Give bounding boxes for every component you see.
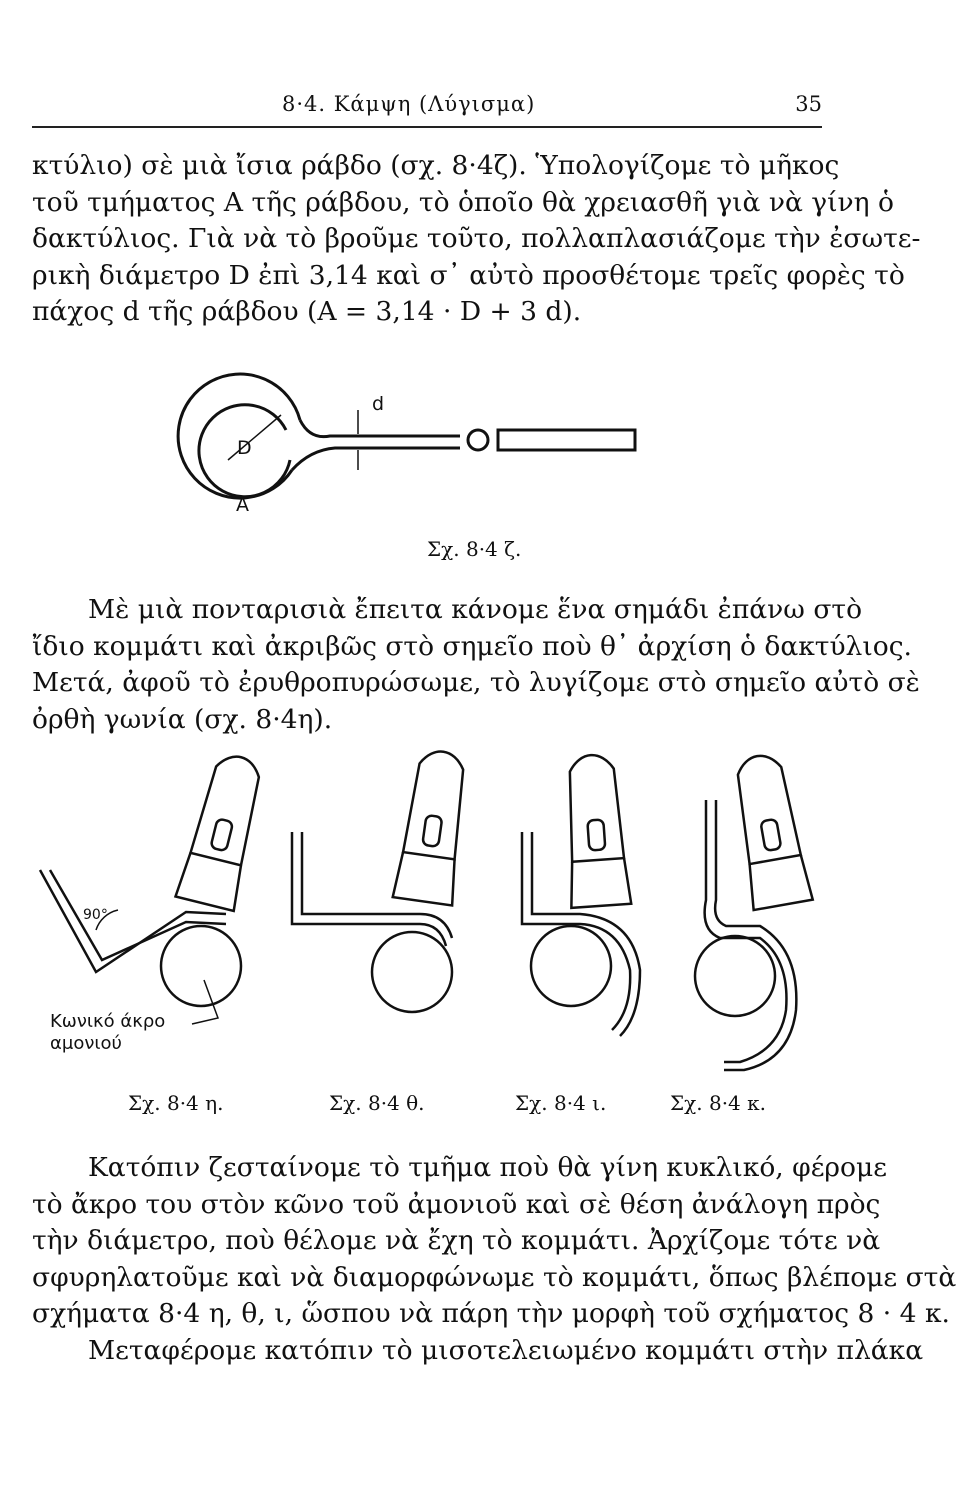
anvil-label-line1: Κωνικό άκρο: [50, 1011, 166, 1032]
text-line: τὴν διάμετρο, ποὺ θέλομε νὰ ἔχη τὸ κομμάτι. Ἀρχίζομε τότε νὰ: [32, 1225, 881, 1256]
text-line: ὀρθὴ γωνία (σχ. 8·4η).: [32, 703, 333, 735]
text-line: ρικὴ διάμετρο D ἐπὶ 3,14 καὶ σ᾽ αὐτὸ προσθέτομε τρεῖς φορὲς τὸ: [32, 259, 905, 291]
caption-eta: Σχ. 8·4 η.: [128, 1091, 224, 1115]
text-line: κτύλιο) σὲ μιὰ ἴσια ράβδο (σχ. 8·4ζ). Ὑπολογίζομε τὸ μῆκος: [32, 150, 840, 181]
text-line: σφυρηλατοῦμε καὶ νὰ διαμορφώνωμε τὸ κομμάτι, ὅπως βλέπομε στὰ: [32, 1261, 956, 1293]
label-D: D: [237, 437, 252, 459]
text-line: τὸ ἄκρο του στὸν κῶνο τοῦ ἀμονιοῦ καὶ σὲ θέση ἀνάλογη πρὸς: [32, 1188, 881, 1220]
text-line: Μετά, ἀφοῦ τὸ ἐρυθροπυρώσωμε, τὸ λυγίζομε στὸ σημεῖο αὐτὸ σὲ: [32, 667, 920, 698]
text-line: Μεταφέρομε κατόπιν τὸ μισοτελειωμένο κομμάτι στὴν πλάκα: [88, 1334, 924, 1366]
caption-theta: Σχ. 8·4 θ.: [329, 1091, 425, 1115]
text-line: Κατόπιν ζεσταίνομε τὸ τμῆμα ποὺ θὰ γίνη κυκλικό, φέρομε: [88, 1152, 887, 1183]
text-line: πάχος d τῆς ράβδου (A = 3,14 · D + 3 d).: [32, 296, 582, 327]
running-title: 8·4. Κάμψη (Λύγισμα): [282, 92, 536, 116]
caption-iota: Σχ. 8·4 ι.: [515, 1091, 607, 1115]
text-line: Μὲ μιὰ πονταρισιὰ ἔπειτα κάνομε ἕνα σημάδι ἐπάνω στὸ: [88, 594, 863, 625]
caption-kappa: Σχ. 8·4 κ.: [670, 1091, 766, 1115]
paragraph-3: [32, 1150, 956, 1369]
caption-z: Σχ. 8·4 ζ.: [427, 537, 522, 561]
page-number: 35: [795, 92, 822, 116]
label-d: d: [372, 393, 385, 415]
text-line: δακτύλιος. Γιὰ νὰ τὸ βροῦμε τοῦτο, πολλαπλασιάζομε τὴν ἐσωτε-: [32, 223, 921, 254]
text-line: ἴδιο κομμάτι καὶ ἀκριβῶς στὸ σημεῖο ποὺ θ᾽ ἀρχίση ὁ δακτύλιος.: [32, 630, 912, 662]
anvil-label-line2: αμονιού: [50, 1033, 122, 1054]
text-line: σχήματα 8·4 η, θ, ι, ὥσπου νὰ πάρη τὴν μορφὴ τοῦ σχήματος 8 · 4 κ.: [32, 1298, 950, 1329]
text-line: τοῦ τμήματος A τῆς ράβδου, τὸ ὁποῖο θὰ χρειασθῆ γιὰ νὰ γίνη ὁ: [32, 186, 894, 218]
label-A: A: [236, 494, 249, 516]
angle-label: 90°: [83, 907, 108, 923]
